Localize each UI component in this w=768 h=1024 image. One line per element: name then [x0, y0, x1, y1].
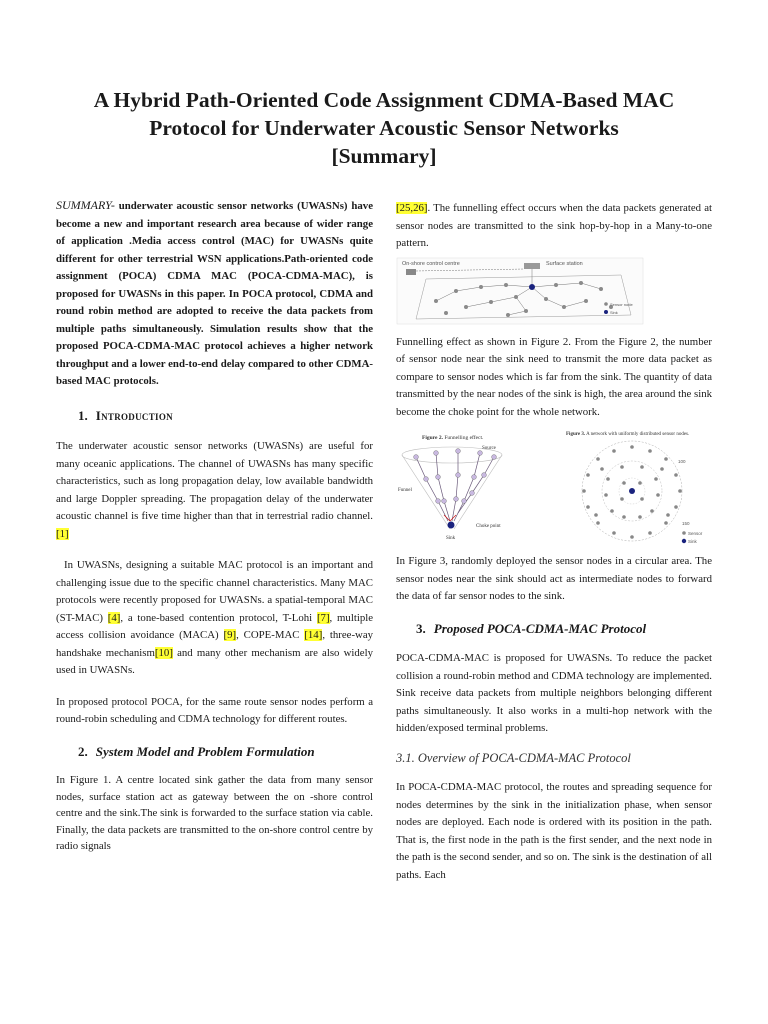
section-title: Introduction	[95, 407, 173, 423]
fig3-caption-label: Figure 3.	[566, 432, 586, 437]
summary-label: SUMMARY-	[56, 198, 115, 212]
intro-p2-text: and many other mechanism are also widely used in UWASNs.	[56, 646, 373, 676]
svg-text:Figure 2. Funnelling effect.	[422, 434, 484, 441]
fig2-funnel-label: Funnel	[398, 488, 412, 493]
right-paragraph-1	[396, 200, 712, 253]
figure-3-circular-network	[562, 429, 712, 547]
intro-p2-text: , COPE-MAC	[236, 629, 305, 641]
citation-link[interactable]: [9]	[223, 629, 237, 641]
section-number: 2.	[78, 743, 88, 759]
fig1-station-label: Surface station	[546, 260, 583, 267]
intro-p1-text: The underwater acoustic sensor networks (UWASNs) are useful for many oceanic applications. The channel of UWASNs has many specific characteristics, such as long propagation delay, low available bandwidth and large Doppler spreading. The propagation delay of the underwater acoustic channel is five time higher than that in terrestrial radio channel.	[56, 440, 373, 522]
svg-text:Figure 3. A network with unifo	[566, 432, 689, 437]
left-column	[56, 197, 373, 855]
citation-link[interactable]: [4]	[107, 611, 121, 624]
title-line-3: [Summary]	[331, 144, 437, 168]
citation-link[interactable]: [14]	[304, 629, 323, 641]
fig2-caption-label: Figure 2.	[422, 435, 443, 441]
fig1-station-icon	[524, 263, 540, 269]
citation-link[interactable]: [25,26]	[396, 202, 428, 214]
section-heading-system-model	[78, 743, 373, 761]
fig3-label-150: 150	[682, 521, 690, 526]
system-paragraph-1: In Figure 1. A centre located sink gather the data from many sensor nodes, surface station act as gateway between the on -shore control centre and the sink.The sink is forwarded to the surface station via cable. Finally, the data packets are transmitted to the on-shore control centre by radio signals	[56, 774, 373, 852]
fig1-legend-sink: Sink	[610, 309, 618, 315]
fig2-sink-label: Sink	[446, 536, 456, 541]
title-line-1: A Hybrid Path-Oriented Code Assignment CDMA-Based MAC	[93, 88, 675, 112]
intro-paragraph-2	[56, 557, 373, 680]
fig1-building-icon	[406, 269, 416, 275]
section-number: 1.	[78, 407, 88, 423]
intro-p2-text: , three-way handshake mechanism	[56, 629, 374, 659]
fig1-control-label: On-shore control centre	[402, 260, 460, 267]
fig3-label-100: 100	[678, 459, 686, 464]
fig2-source-label: Source	[482, 446, 496, 451]
right-paragraph-3: In Figure 3, randomly deployed the sensor nodes in a circular area. The sensor nodes near the sink should act as intermediate nodes to forward the data of far sensor nodes to the sink.	[396, 555, 712, 602]
citation-link[interactable]: [10]	[154, 646, 173, 659]
citation-link[interactable]: [7]	[316, 611, 330, 624]
section-title: System Model and Problem Formulation	[95, 743, 315, 759]
right-paragraph-4: POCA-CDMA-MAC is proposed for UWASNs. To reduce the packet collision a round-robin method and CDMA technology are implemented. Sink receive data packets from multiple neighbors belonging different paths simultaneously. It also works in a multi-hop network with the hidden/exposed terminal problems.	[396, 652, 712, 734]
fig3-sink-icon	[629, 488, 635, 494]
citation-link[interactable]: [1]	[56, 527, 69, 540]
section-heading-introduction	[78, 407, 373, 425]
fig2-sink-icon	[448, 522, 455, 529]
section-title: Proposed POCA-CDMA-MAC Protocol	[433, 620, 647, 636]
fig3-legend-node: Sensor	[688, 531, 703, 536]
figure-2-funnel-diagram	[396, 429, 508, 547]
intro-paragraph-1	[56, 438, 373, 543]
summary-paragraph	[56, 197, 373, 391]
right-paragraph-5: In POCA-CDMA-MAC protocol, the routes and spreading sequence for nodes determines by the sink in the initialization phase, when sensor nodes are deployed. Each node is ordered with its position in the path. That is, the first node in the path is the first sender, and the next node in the path is the second sender, and so on. The sink is the destination of all paths. Each	[396, 781, 712, 881]
intro-p2-text: , a tone-based contention protocol, T-Lohi	[120, 611, 317, 624]
fig2-choke-label: Choke point	[476, 524, 501, 529]
section-heading-proposed	[416, 620, 712, 638]
intro-p2-text: , multiple access collision avoidance (MACA)	[56, 611, 374, 641]
right-paragraph-2: Funnelling effect as shown in Figure 2. From the Figure 2, the number of sensor node near the sink need to transmit the more data packet as compare to sensor nodes which is far from the sink. The quantity of data transmitted by the near nodes of the sink is high, the area around the sink become the choke point for the whole network.	[396, 335, 712, 418]
figure-1-svg	[396, 257, 644, 325]
intro-paragraph-3: In proposed protocol POCA, for the same route sensor nodes perform a round-robin scheduling and CDMA technology for different routes.	[56, 695, 373, 725]
fig3-legend-sink: Sink	[688, 539, 697, 544]
right-p1-text: . The funnelling effect occurs when the data packets generated at sensor nodes are transmitted to the sink hop-by-hop in a Many-to-one pattern.	[396, 202, 712, 249]
section-number: 3.	[416, 620, 426, 636]
summary-text: underwater acoustic sensor networks (UWASNs) have become a new and important research area because of wider range of application .Media access control (MAC) for UWASNs quite different for other terrestrial WSN applications.Path-oriented code assignment (POCA) CDMA MAC (POCA-CDMA-MAC), is proposed for UWASNs in this paper. In POCA protocol, CDMA and round robin method are adopted to receive the data packets from multiple paths simultaneously. Simulation results show that the proposed POCA-CDMA-MAC protocol achieves a higher network throughput and a lower end-to-end delay compared to other CDMA-based MAC protocols.	[56, 200, 373, 387]
fig2-caption-text: Funnelling effect.	[444, 435, 484, 441]
fig3-caption-text: A network with uniformly distributed sensor nodes.	[586, 432, 690, 437]
paper-title	[40, 86, 728, 170]
subsection-heading-overview: 3.1. Overview of POCA-CDMA-MAC Protocol	[396, 750, 631, 765]
intro-p2-text: In UWASNs, designing a suitable MAC protocol is an important and challenging issue due to the specific channel characteristics. Many MAC protocols were recently proposed for UWASNs. a spatial-temporal MAC (ST-MAC)	[56, 559, 373, 624]
fig1-sink-icon	[529, 284, 535, 290]
title-line-2: Protocol for Underwater Acoustic Sensor Networks	[149, 116, 619, 140]
figure-1-network-diagram	[396, 257, 712, 325]
fig1-legend-node: Sensor node	[610, 301, 633, 307]
right-column	[396, 200, 712, 884]
figures-2-3	[396, 429, 712, 547]
